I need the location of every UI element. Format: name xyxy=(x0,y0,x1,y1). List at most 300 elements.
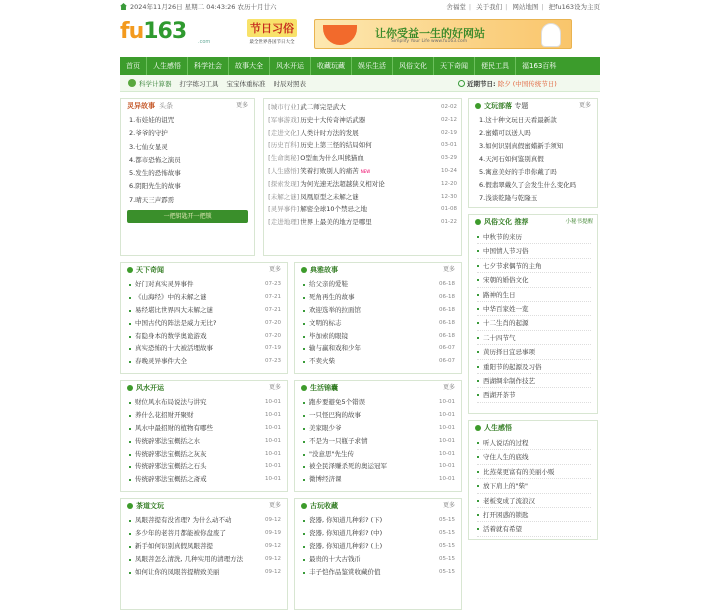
headline-title[interactable]: 历史上第三怪的结局如何 xyxy=(300,141,372,150)
item-date: 03-29 xyxy=(441,155,457,162)
bullet-icon xyxy=(303,559,305,561)
bowl-icon xyxy=(323,25,357,45)
item-title[interactable]: 二十四节气 xyxy=(483,333,516,342)
item-date: 10-01 xyxy=(439,437,455,444)
bullet-icon xyxy=(129,466,131,468)
list-item[interactable] xyxy=(303,304,455,317)
list-item[interactable] xyxy=(129,396,281,409)
list-item[interactable] xyxy=(477,316,591,330)
bullet-icon xyxy=(475,425,481,431)
box-header xyxy=(295,499,461,513)
article-list xyxy=(295,395,461,486)
wenwan-box xyxy=(468,98,598,208)
headline-item[interactable] xyxy=(268,191,457,204)
headline-item[interactable] xyxy=(268,203,457,216)
bullet-icon xyxy=(477,265,479,267)
nav-item-entertainment[interactable]: 娱乐生活 xyxy=(352,57,393,75)
item-title[interactable]: 好门对真实灵异事件 xyxy=(135,280,194,288)
list-item[interactable]: 1.布娃娃的诅咒 xyxy=(129,116,175,124)
more-link[interactable]: 更多 xyxy=(442,266,455,273)
list-item[interactable] xyxy=(129,409,281,422)
item-title[interactable]: 中国情人节习俗 xyxy=(483,247,529,256)
bullet-icon xyxy=(303,466,305,468)
nav-item-stories[interactable]: 故事大全 xyxy=(229,57,270,75)
bullet-icon xyxy=(129,546,131,548)
item-title[interactable]: 微博经济课 xyxy=(309,475,342,484)
nav-item-customs[interactable]: 风俗文化 xyxy=(393,57,434,75)
list-item[interactable]: 4.都市恐怖之演员 xyxy=(129,155,181,164)
item-date: 12-20 xyxy=(441,180,457,187)
item-title[interactable]: 十二生肖的起源 xyxy=(483,319,529,328)
list-item[interactable] xyxy=(129,330,281,343)
list-item[interactable] xyxy=(129,435,281,448)
list-item[interactable] xyxy=(303,422,455,435)
nav-item-fengshui[interactable]: 风水开运 xyxy=(270,57,311,75)
list-item[interactable] xyxy=(477,360,591,374)
box-title xyxy=(301,499,338,513)
bullet-icon xyxy=(477,380,479,382)
box-title xyxy=(127,263,164,277)
section-title[interactable]: 风水开运 xyxy=(136,384,164,392)
item-title[interactable]: 养什么花招财开聚财 xyxy=(135,410,194,419)
item-date: 10-01 xyxy=(265,437,281,444)
nav-item-tools[interactable]: 便民工具 xyxy=(475,57,516,75)
logo-text-fu: fu xyxy=(120,19,144,44)
list-item[interactable] xyxy=(129,514,281,527)
item-title[interactable]: 不是为一只瓶子求情 xyxy=(309,436,368,445)
bullet-icon xyxy=(303,402,305,404)
subnav-typing[interactable]: 打字练习工具 xyxy=(179,79,219,88)
item-title[interactable]: 真实恐怖的十大被活埋故事 xyxy=(135,344,213,353)
top-bar xyxy=(120,0,600,14)
bullet-icon xyxy=(475,103,481,109)
list-item[interactable] xyxy=(129,304,281,317)
item-title[interactable]: 文明的标志 xyxy=(309,318,342,327)
nav-item-science[interactable]: 科学社会 xyxy=(188,57,229,75)
list-item[interactable] xyxy=(303,514,455,527)
item-title[interactable]: 守住人生的底线 xyxy=(483,453,529,462)
item-title[interactable]: 比蒸菜更富有的美丽小贩 xyxy=(483,467,555,476)
bodhi-box xyxy=(120,498,288,610)
box-title xyxy=(475,215,528,229)
item-date: 01-08 xyxy=(441,206,457,213)
bullet-icon xyxy=(477,456,479,458)
item-date: 07-19 xyxy=(265,345,281,352)
item-title[interactable]: 中秋节的来历 xyxy=(483,233,522,241)
right-column xyxy=(462,98,598,610)
section-title[interactable]: 典雅故事 xyxy=(310,266,338,274)
headline-item[interactable] xyxy=(268,165,457,178)
bullet-icon xyxy=(303,454,305,456)
list-item[interactable] xyxy=(303,460,455,473)
box-header xyxy=(469,99,597,113)
item-title[interactable]: 不卖火柴 xyxy=(309,357,335,366)
list-item[interactable] xyxy=(477,374,591,388)
bullet-icon xyxy=(475,219,481,225)
list-item[interactable] xyxy=(129,422,281,435)
headline-item[interactable] xyxy=(268,139,457,152)
item-title[interactable]: 活着就有希望 xyxy=(483,525,522,534)
list-item[interactable] xyxy=(303,342,455,355)
site-logo[interactable] xyxy=(120,19,214,49)
item-title[interactable]: 打开困惑的锁匙 xyxy=(483,510,529,519)
festival-customs-subtitle: 最全世界各国节日大全 xyxy=(249,40,295,45)
list-item[interactable]: 6.阴阳先生的故事 xyxy=(129,182,181,191)
subnav-hour-table[interactable]: 时辰对照表 xyxy=(273,79,306,88)
headline-item[interactable] xyxy=(268,178,457,191)
item-title[interactable]: 西湖开茶节 xyxy=(483,391,516,400)
item-title[interactable]: 传统辟邪法宝概括之水 xyxy=(135,436,200,445)
headline-item[interactable] xyxy=(268,127,457,140)
box-title xyxy=(301,263,338,277)
list-item[interactable] xyxy=(129,342,281,355)
nav-item-life[interactable]: 人生感悟 xyxy=(147,57,188,75)
top-row xyxy=(120,98,462,256)
list-item[interactable] xyxy=(129,553,281,566)
headline-title[interactable]: 人类计时方法的发展 xyxy=(300,128,359,137)
headline-item[interactable] xyxy=(268,152,457,165)
list-item[interactable]: 4.天河石如何鉴别真假 xyxy=(479,155,544,163)
more-link[interactable]: 更多 xyxy=(268,266,281,273)
item-date: 10-01 xyxy=(439,411,455,418)
more-link[interactable]: 更多 xyxy=(442,384,455,391)
list-item[interactable]: 1.这十种文玩日天看最新款 xyxy=(479,116,557,124)
category-label[interactable]: [人生感悟] xyxy=(268,166,300,175)
item-date: 10-01 xyxy=(439,450,455,457)
item-title[interactable]: 最贵的十大古钱币 xyxy=(309,554,361,563)
list-item[interactable] xyxy=(129,278,281,291)
customs-tag: 推荐 xyxy=(514,218,529,226)
item-title[interactable]: 七夕节求偶节的主角 xyxy=(483,261,542,270)
list-item[interactable] xyxy=(129,566,281,579)
festival-customs-logo[interactable] xyxy=(242,19,302,49)
item-date: 10-01 xyxy=(265,424,281,431)
article-list xyxy=(121,513,287,578)
current-date: 2024年11月26日 星期二 04:43:26 农历十月廿六 xyxy=(130,3,277,11)
bullet-icon xyxy=(129,428,131,430)
list-item[interactable] xyxy=(303,330,455,343)
category-label[interactable]: [未解之谜] xyxy=(268,192,300,201)
box-header xyxy=(121,263,287,277)
item-title[interactable]: 传统辟邪法宝概括之灰灰 xyxy=(135,449,207,458)
headline-item[interactable] xyxy=(268,216,457,229)
category-label[interactable]: [历史百科] xyxy=(268,141,300,150)
headline-title[interactable]: 解密全球10个禁忌之地 xyxy=(300,205,368,214)
home-icon[interactable] xyxy=(120,3,127,10)
more-link[interactable]: 更多 xyxy=(268,502,281,509)
item-date: 05-15 xyxy=(439,517,455,523)
row-2 xyxy=(120,262,462,374)
item-title[interactable]: 传统辟邪法宝概括之石头 xyxy=(135,462,207,471)
category-label[interactable]: [军事游戏] xyxy=(268,115,300,124)
item-title[interactable]: 风水中最招财的植物有哪些 xyxy=(135,423,213,432)
item-date: 10-24 xyxy=(441,167,457,174)
section-title[interactable]: 茶道文玩 xyxy=(136,502,164,510)
bullet-icon xyxy=(129,402,131,404)
more-link[interactable]: 更多 xyxy=(236,102,249,109)
category-label[interactable]: [灵异事件] xyxy=(268,205,300,214)
item-title[interactable]: 凤眼菩提有没省理? 为什么动不动 xyxy=(135,516,232,524)
item-date: 10-01 xyxy=(265,450,281,457)
item-title[interactable]: 黄历择日宜忌事项 xyxy=(483,348,535,357)
category-label[interactable]: [城市行业] xyxy=(268,103,300,111)
list-item[interactable] xyxy=(129,448,281,461)
life-insights-list xyxy=(469,435,597,537)
logo-text-163: 163 xyxy=(143,19,187,44)
headline-title[interactable]: 世界上最美的地方是哪里 xyxy=(300,218,372,227)
list-item[interactable]: 7.晴天三声霹雳 xyxy=(129,195,175,204)
list-item[interactable] xyxy=(303,355,455,368)
nav-item-collect[interactable]: 收藏玩藏 xyxy=(311,57,352,75)
list-item[interactable] xyxy=(477,479,591,493)
bullet-icon xyxy=(129,559,131,561)
bullet-icon xyxy=(303,336,305,338)
clock-icon xyxy=(458,80,465,87)
list-item[interactable] xyxy=(303,527,455,540)
list-item[interactable]: 6.假翡翠戴久了会发生什么变化吗 xyxy=(479,181,577,189)
section-title[interactable]: 生活锦囊 xyxy=(310,384,338,392)
ad-banner[interactable]: 一把钥匙开一把锁 xyxy=(127,210,248,223)
item-title[interactable]: 瓷器, 你知道几种彩? (下) xyxy=(309,516,383,524)
item-title[interactable]: 美家眼少爷 xyxy=(309,423,342,432)
bullet-icon xyxy=(477,528,479,530)
list-item[interactable] xyxy=(303,448,455,461)
list-item[interactable] xyxy=(303,409,455,422)
wenwan-title: 文玩部落 xyxy=(484,102,512,110)
item-date: 10-01 xyxy=(439,476,455,483)
list-item[interactable] xyxy=(477,259,591,273)
headline-title[interactable]: 历史十大传奇神话武器 xyxy=(300,115,366,124)
recent-festival-note: (中国传统节日) xyxy=(512,79,557,88)
item-date: 09-19 xyxy=(265,529,281,536)
list-item[interactable] xyxy=(477,508,591,522)
section-title[interactable]: 古玩收藏 xyxy=(310,502,338,510)
item-title[interactable]: 多少年的老菩月都能被你盘废了 xyxy=(135,528,226,537)
item-date: 05-15 xyxy=(439,568,455,575)
item-title[interactable]: 被全民泽赚杀死的奥运冠军 xyxy=(309,462,387,471)
item-date: 05-15 xyxy=(439,542,455,549)
list-item[interactable] xyxy=(129,355,281,368)
item-date: 02-12 xyxy=(441,116,457,123)
item-title[interactable]: 如何让你的凤眼菩提精致美丽 xyxy=(135,567,220,576)
bullet-icon xyxy=(477,236,479,238)
item-date: 07-23 xyxy=(265,358,281,365)
category-label[interactable]: [走进地理] xyxy=(268,218,300,227)
list-item[interactable] xyxy=(129,291,281,304)
item-title[interactable]: 中国古代的阵法是威力无比? xyxy=(135,318,217,327)
list-item[interactable] xyxy=(477,345,591,359)
bullet-icon xyxy=(303,310,305,312)
header xyxy=(120,16,600,52)
bullet-icon xyxy=(303,297,305,299)
item-title[interactable]: 宋朝的婚俗文化 xyxy=(483,276,529,285)
list-item[interactable]: 5.发生的恐怖故事 xyxy=(129,169,181,178)
item-title[interactable]: 瓷器, 你知道几种彩? (上) xyxy=(309,541,383,550)
item-date: 05-15 xyxy=(439,529,455,536)
oddities-box xyxy=(120,262,288,374)
box-title xyxy=(127,499,164,513)
list-item[interactable] xyxy=(477,273,591,287)
headline-title[interactable]: 为何光速无法超越狭义相对论 xyxy=(300,179,385,188)
item-title[interactable]: 听人说话的过程 xyxy=(483,439,529,447)
top-links: 舍福堂 | 关于我们 | 网站地图 | 把fu163设为主页 xyxy=(446,3,600,11)
bullet-icon xyxy=(301,385,307,391)
bullet-icon xyxy=(477,485,479,487)
subnav-baby-weight[interactable]: 宝宝体重标准 xyxy=(226,79,266,88)
list-item[interactable] xyxy=(477,494,591,508)
subnav-calculator[interactable]: 科学计算器 xyxy=(139,79,172,88)
list-item[interactable] xyxy=(477,331,591,345)
customs-title: 风俗文化 xyxy=(484,218,512,226)
item-title[interactable]: 丰子恺作品鉴赏收藏价值 xyxy=(309,567,381,576)
item-date: 07-21 xyxy=(265,293,281,300)
headline-title[interactable]: 武二师完是武大 xyxy=(300,103,346,111)
item-title[interactable]: 春晚灵异事件大全 xyxy=(135,357,187,366)
item-date: 06-18 xyxy=(439,281,455,287)
section-title[interactable]: 天下奇闻 xyxy=(136,266,164,274)
recent-festival-name[interactable]: 除夕 xyxy=(497,79,511,88)
item-date: 07-21 xyxy=(265,306,281,313)
headline-title[interactable]: 凤凰原型之未解之谜 xyxy=(300,192,359,201)
more-link[interactable]: 更多 xyxy=(268,384,281,391)
list-item[interactable] xyxy=(303,291,455,304)
more-link[interactable]: 更多 xyxy=(442,502,455,509)
bullet-icon xyxy=(303,520,305,522)
festival-customs-title: 节日习俗 xyxy=(247,19,297,37)
item-title[interactable]: 《山海经》中的未解之谜 xyxy=(135,292,207,301)
list-item[interactable] xyxy=(477,288,591,302)
list-item[interactable] xyxy=(129,540,281,553)
wenwan-tag: 专题 xyxy=(514,102,529,110)
top-link-3[interactable]: 网站地图 xyxy=(512,3,539,11)
list-item[interactable]: 2.爷爷的守护 xyxy=(129,129,168,138)
list-item[interactable] xyxy=(303,540,455,553)
item-date: 06-18 xyxy=(439,332,455,339)
item-title[interactable]: 瓷器, 你知道几种彩? (中) xyxy=(309,528,383,537)
headline-item[interactable] xyxy=(268,114,457,127)
list-item[interactable] xyxy=(303,396,455,409)
top-link-2[interactable]: 关于我们 xyxy=(476,3,503,11)
item-title[interactable]: 跑步要避免5个错误 xyxy=(309,398,366,406)
list-item[interactable] xyxy=(477,230,591,244)
list-item[interactable] xyxy=(477,522,591,536)
bullet-icon xyxy=(477,394,479,396)
list-item[interactable] xyxy=(129,527,281,540)
item-date: 06-18 xyxy=(439,319,455,326)
item-title[interactable]: 财位风水布局说法与讲究 xyxy=(135,398,207,406)
headline-item[interactable] xyxy=(268,101,457,114)
top-link-4[interactable]: 把fu163设为主页 xyxy=(548,3,600,11)
item-title[interactable]: 输与赢和戏和少年 xyxy=(309,344,361,353)
nav-item-oddities[interactable]: 天下奇闻 xyxy=(434,57,475,75)
item-title[interactable]: 中华百家姓一览 xyxy=(483,304,529,313)
item-date: 09-12 xyxy=(265,542,281,549)
list-item[interactable]: 7.浅谈乾隆与乾隆玉 xyxy=(479,194,538,202)
item-title[interactable]: 放下肩上的"柴" xyxy=(483,482,528,491)
list-item[interactable] xyxy=(129,317,281,330)
item-title[interactable]: 毕加索的眼镜 xyxy=(309,331,348,340)
item-title[interactable]: 老板变成了流浪汉 xyxy=(483,496,535,505)
category-label[interactable]: [探索发现] xyxy=(268,179,300,188)
more-link[interactable]: 更多 xyxy=(578,102,591,109)
secretary-note[interactable]: 小秘书提醒 xyxy=(565,219,593,225)
list-item[interactable] xyxy=(477,244,591,258)
item-title[interactable]: 死角再生的故事 xyxy=(309,292,355,301)
fengshui-box xyxy=(120,380,288,492)
ghost-stories-box xyxy=(120,98,255,256)
category-label[interactable]: [走进文化] xyxy=(268,128,300,137)
page xyxy=(120,0,600,610)
hot-badge: NEW xyxy=(360,168,371,174)
header-banner[interactable] xyxy=(314,19,572,49)
classic-stories-box xyxy=(294,262,462,374)
nav-item-home[interactable]: 首页 xyxy=(120,57,147,75)
bullet-icon xyxy=(303,415,305,417)
list-item[interactable]: 3.如何识别真假蜜蜡新手须知 xyxy=(479,142,564,150)
item-date: 10-01 xyxy=(265,411,281,418)
headline-title[interactable]: 笑着打败别人的痛苦 xyxy=(300,166,359,175)
list-item[interactable] xyxy=(303,473,455,486)
nav-item-wiki[interactable]: 福163百科 xyxy=(522,62,557,70)
item-title[interactable]: 易经堪比世界四大未解之谜 xyxy=(135,305,213,314)
row-4 xyxy=(120,498,462,610)
list-item[interactable] xyxy=(477,465,591,479)
category-label[interactable]: [生命奥秘] xyxy=(268,154,300,163)
sub-nav xyxy=(120,75,600,92)
bullet-icon xyxy=(129,297,131,299)
headline-title[interactable]: O型血为什么叫熊猫血 xyxy=(300,154,364,163)
item-title[interactable]: 重阳节的起源及习俗 xyxy=(483,362,542,371)
item-title[interactable]: 一只怪巴狗的故事 xyxy=(309,410,361,419)
list-item[interactable] xyxy=(303,435,455,448)
item-title[interactable]: 给父亲的爱鞋 xyxy=(309,280,348,288)
customs-box xyxy=(468,214,598,414)
item-title[interactable]: 路神的生日 xyxy=(483,290,516,299)
list-item[interactable] xyxy=(303,317,455,330)
story-list xyxy=(121,113,254,207)
bullet-icon xyxy=(303,284,305,286)
bullet-icon xyxy=(477,366,479,368)
item-title[interactable]: 西湖绸伞制作技艺 xyxy=(483,376,535,385)
item-title[interactable]: 新手如何识别真假凤眼菩提 xyxy=(135,541,213,550)
list-item[interactable] xyxy=(129,460,281,473)
list-item[interactable] xyxy=(129,473,281,486)
item-title[interactable]: 凤眼菩怎么清洗, 几种实用的清理方法 xyxy=(135,554,244,563)
item-title[interactable]: 有隐身本的数学奥诡游戏 xyxy=(135,331,207,340)
item-date: 10-01 xyxy=(439,424,455,431)
item-title[interactable]: 欢迎选举的拉面馆 xyxy=(309,305,361,314)
list-item[interactable]: 3.七仙女显灵 xyxy=(129,142,168,151)
list-item[interactable] xyxy=(303,566,455,579)
item-title[interactable]: 传统辟邪法宝概括之斋戒 xyxy=(135,475,207,484)
item-date: 06-07 xyxy=(439,358,455,365)
list-item[interactable]: 2.蜜蜡可以送人吗 xyxy=(479,129,531,137)
item-title[interactable]: "没意思"先生传 xyxy=(309,449,354,458)
list-item[interactable] xyxy=(303,553,455,566)
list-item[interactable] xyxy=(477,302,591,316)
headline-tag: 头条 xyxy=(159,102,173,110)
box-header xyxy=(469,215,597,229)
list-item[interactable] xyxy=(477,436,591,450)
bullet-icon xyxy=(303,546,305,548)
antiques-box xyxy=(294,498,462,610)
list-item[interactable] xyxy=(477,450,591,464)
bullet-icon xyxy=(127,267,133,273)
list-item[interactable] xyxy=(477,388,591,402)
list-item[interactable]: 5.寓意美好的手串你戴了吗 xyxy=(479,168,557,176)
top-link-1[interactable]: 舍福堂 xyxy=(446,3,466,11)
list-item[interactable] xyxy=(303,278,455,291)
